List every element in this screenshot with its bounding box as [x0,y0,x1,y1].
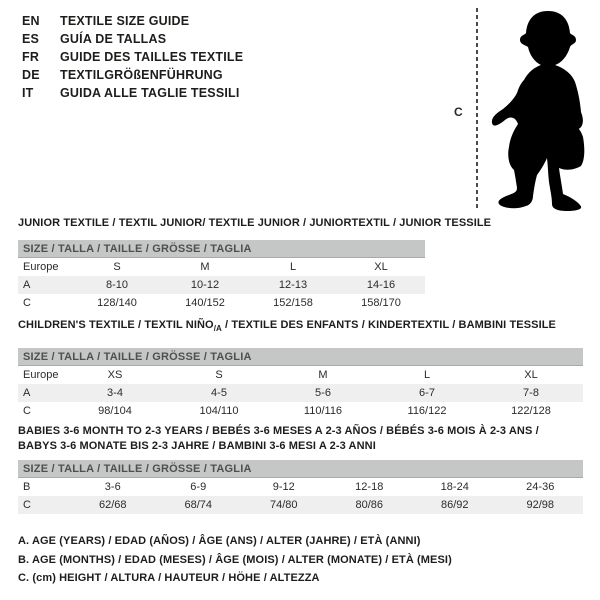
table-row [18,366,583,384]
lang-label: TEXTILGRÖßENFÜHRUNG [60,68,223,82]
cell: 86/92 [412,496,498,514]
lang-row-en [22,12,243,30]
table-row [18,478,583,496]
table-row [18,294,425,312]
lang-row-it [22,84,243,102]
babies-title-line1: BABIES 3-6 MONTH TO 2-3 YEARS / BEBÉS 3-6 MESES A 2-3 AÑOS / BÉBÉS 3-6 MOIS À 2-3 ANS / [18,425,539,437]
lang-code: FR [22,50,40,64]
lang-code: DE [22,68,40,82]
cell: 3-6 [104,481,121,493]
cell: 5-6 [271,384,375,402]
cell: 104/110 [199,405,239,417]
cell: 98/104 [98,405,132,417]
lang-code: IT [22,86,34,100]
lang-label: GUÍA DE TALLAS [60,32,167,46]
lang-row-fr [22,48,243,66]
cell: S [113,261,121,273]
cell: 140/152 [185,297,225,309]
cell: XS [107,369,123,381]
row-label: A [18,384,63,402]
cell: 62/68 [70,496,156,514]
cell: 122/128 [511,405,551,417]
children-title-sub: /A [213,324,222,334]
babies-table [18,460,583,514]
cell: 116/122 [407,405,447,417]
lang-label: TEXTILE SIZE GUIDE [60,14,190,28]
cell: 68/74 [156,496,242,514]
cell: 92/98 [498,496,584,514]
children-table [18,348,583,420]
language-list [22,12,243,102]
lang-code: EN [22,14,40,28]
babies-section-title [18,424,539,453]
row-label: C [23,405,31,417]
row-label: Europe [23,261,59,273]
table-row [18,402,583,420]
cell: 6-9 [190,481,207,493]
legend-line-c: C. (cm) HEIGHT / ALTURA / HAUTEUR / HÖHE / ALTEZZA [18,572,320,584]
cell: 110/116 [303,405,343,417]
lang-row-de [22,66,243,84]
legend-line-a: A. AGE (YEARS) / EDAD (AÑOS) / ÂGE (ANS) / ALTER (JAHRE) / ETÀ (ANNI) [18,535,421,547]
cell: 4-5 [167,384,271,402]
cell: 152/158 [273,297,313,309]
legend-line-b: B. AGE (MONTHS) / EDAD (MESES) / ÂGE (MOIS) / ALTER (MONATE) / ETÀ (MESI) [18,553,452,566]
cell: 74/80 [241,496,327,514]
cell: L [289,261,297,273]
cell: S [215,369,223,381]
row-label: C [18,496,70,514]
height-measure-figure [450,5,600,217]
row-label: B [23,481,31,493]
children-section-title [18,318,556,337]
dashed-measure-line [476,8,478,209]
cell: 18-24 [440,481,469,493]
cell: 24-36 [526,481,555,493]
cell: 7-8 [479,384,583,402]
cell: 158/170 [361,297,401,309]
cell: 128/140 [97,297,137,309]
baby-silhouette-icon [488,8,598,214]
cell: L [423,369,431,381]
cell: 14-16 [337,276,425,294]
babies-size-header: SIZE / TALLA / TAILLE / GRÖSSE / TAGLIA [18,460,583,478]
junior-section-title: JUNIOR TEXTILE / TEXTIL JUNIOR/ TEXTILE JUNIOR / JUNIORTEXTIL / JUNIOR TESSILE [18,217,492,229]
lang-code: ES [22,32,40,46]
children-size-header: SIZE / TALLA / TAILLE / GRÖSSE / TAGLIA [18,348,583,366]
lang-row-es [22,30,243,48]
row-label: A [18,276,73,294]
children-title-post: / TEXTILE DES ENFANTS / KINDERTEXTIL / BAMBINI TESSILE [221,319,556,331]
babies-title-line2: BABYS 3-6 MONATE BIS 2-3 JAHRE / BAMBINI 3-6 MESI A 2-3 ANNI [18,439,376,452]
cell: M [200,261,210,273]
cell: XL [374,261,388,273]
table-row [18,276,425,294]
cell: M [318,369,328,381]
cell: XL [524,369,538,381]
children-title-pre: CHILDREN'S TEXTILE / TEXTIL NIÑO [18,319,214,331]
table-row [18,258,425,276]
cell: 9-12 [272,481,295,493]
cell: 8-10 [73,276,161,294]
row-label: C [23,297,31,309]
junior-size-header: SIZE / TALLA / TAILLE / GRÖSSE / TAGLIA [18,240,425,258]
cell: 80/86 [327,496,413,514]
table-row [18,496,583,514]
row-label: Europe [23,369,59,381]
junior-table [18,240,425,312]
lang-label: GUIDE DES TAILLES TEXTILE [60,50,244,64]
table-row [18,384,583,402]
cell: 12-13 [249,276,337,294]
cell: 12-18 [355,481,384,493]
lang-label: GUIDA ALLE TAGLIE TESSILI [60,86,240,100]
legend [18,532,452,588]
cell: 3-4 [63,384,167,402]
cell: 6-7 [375,384,479,402]
cell: 10-12 [161,276,249,294]
height-measure-label: C [454,105,463,119]
